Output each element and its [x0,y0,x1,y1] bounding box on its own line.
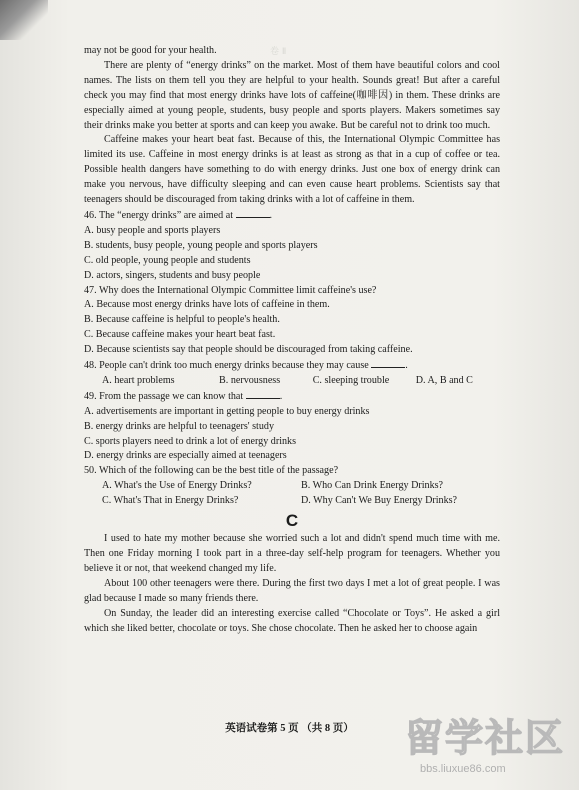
option-d: D. A, B and C [415,374,473,386]
question-stem: 47. Why does the International Olympic Committee limit caffeine's use? [84,284,377,296]
watermark-url: bbs.liuxue86.com [420,763,506,775]
option-d: D. energy drinks are especially aimed at teenagers [84,450,287,462]
paragraph: There are plenty of “energy drinks” on the market. Most of them have beautiful colors and cool names. The lists on them tell you they are helpful to your health. Sounds great! But after a careful check you may find that most energy drinks have lots of caffeine(咖啡因) in them. These drinks are especially aimed at young people, students, busy people and sports players. Makers sometimes say their drinks make you better at sports and can keep you awake. But be careful not to drink too much. [84,59,500,131]
scan-corner-fold [0,0,48,40]
paragraph: Caffeine makes your heart beat fast. Because of this, the International Olympic Committee has limited its use. Caffeine in most energy drinks is at least as strong as that in a cup of coffee or tea. Possible health dangers have something to do with energy drinks. Just one box of energy drink can make you nervous, have difficulty sleeping and can even cause heart problems. Scientists say that teenagers should be discouraged from taking drinks with a lot of caffeine in them. [84,134,500,206]
option-b: B. energy drinks are helpful to teenagers' study [84,420,274,432]
watermark-logo: 留学社区 [405,716,566,760]
question-stem: 48. People can't drink too much energy drinks because they may cause [84,360,369,372]
paragraph: I used to hate my mother because she worried such a lot and didn't spend much time with me. Then one Friday morning I took part in a three-day self-help program for teenagers. Whether you believe it or not, that weekend changed my life. [84,533,500,574]
option-a: A. What's the Use of Energy Drinks? [102,480,252,492]
question-47 [84,284,500,359]
bleed-through-text: 卷 Ⅱ [270,47,287,57]
answer-blank [371,358,405,368]
page-footer: 英语试卷第 5 页 （共 8 页） [225,723,354,734]
option-d: D. Because scientists say that people should be discouraged from taking caffeine. [84,344,413,356]
question-48: 48. People can't drink too much energy drinks because they may cause . A. heart problems B. nervousness C. sleeping trouble D. A, B and C [84,358,500,389]
option-b: B. nervousness [219,374,281,386]
paragraph: About 100 other teenagers were there. During the first two days I met a lot of great people. I was glad because I made so many friends there. [84,577,500,604]
exam-text [84,44,500,636]
question-50 [84,464,500,509]
option-c: C. What's That in Energy Drinks? [102,495,239,507]
option-c: C. sleeping trouble [312,374,390,386]
paragraph: may not be good for your health. [84,45,217,56]
question-46: 46. The “energy drinks” are aimed at . A. busy people and sports players B. students, busy people, young people and sports players C. old people, young people and students D. actors, singers, students and busy people [84,208,500,284]
option-a: A. Because most energy drinks have lots of caffeine in them. [84,299,330,311]
paragraph: On Sunday, the leader did an interesting exercise called “Chocolate or Toys”. He asked a girl which she liked better, chocolate or toys. She chose chocolate. Then he asked her to choose again [84,607,500,634]
option-a: A. heart problems [102,374,175,386]
option-c: C. old people, young people and students [84,254,251,266]
option-c: C. Because caffeine makes your heart beat fast. [84,329,276,341]
question-stem: 46. The “energy drinks” are aimed at [84,209,234,221]
section-heading: C [285,511,299,531]
question-stem: 49. From the passage we can know that [84,390,244,402]
option-c: C. sports players need to drink a lot of energy drinks [84,435,297,447]
option-d: D. actors, singers, students and busy people [84,269,261,281]
option-b: B. students, busy people, young people and sports players [84,239,318,251]
option-d: D. Why Can't We Buy Energy Drinks? [301,495,458,507]
question-49: 49. From the passage we can know that . A. advertisements are important in getting people to buy energy drinks B. energy drinks are helpful to teenagers' study C. sports players need to drink a lot of energy drinks D. energy drinks are especially aimed at teenagers [84,389,500,465]
option-b: B. Because caffeine is helpful to people's health. [84,314,280,326]
answer-blank [246,389,280,399]
option-a: A. advertisements are important in getting people to buy energy drinks [84,405,370,417]
question-stem: 50. Which of the following can be the best title of the passage? [84,465,339,477]
answer-blank [236,208,270,218]
option-b: B. Who Can Drink Energy Drinks? [301,480,444,492]
option-a: A. busy people and sports players [84,224,221,236]
